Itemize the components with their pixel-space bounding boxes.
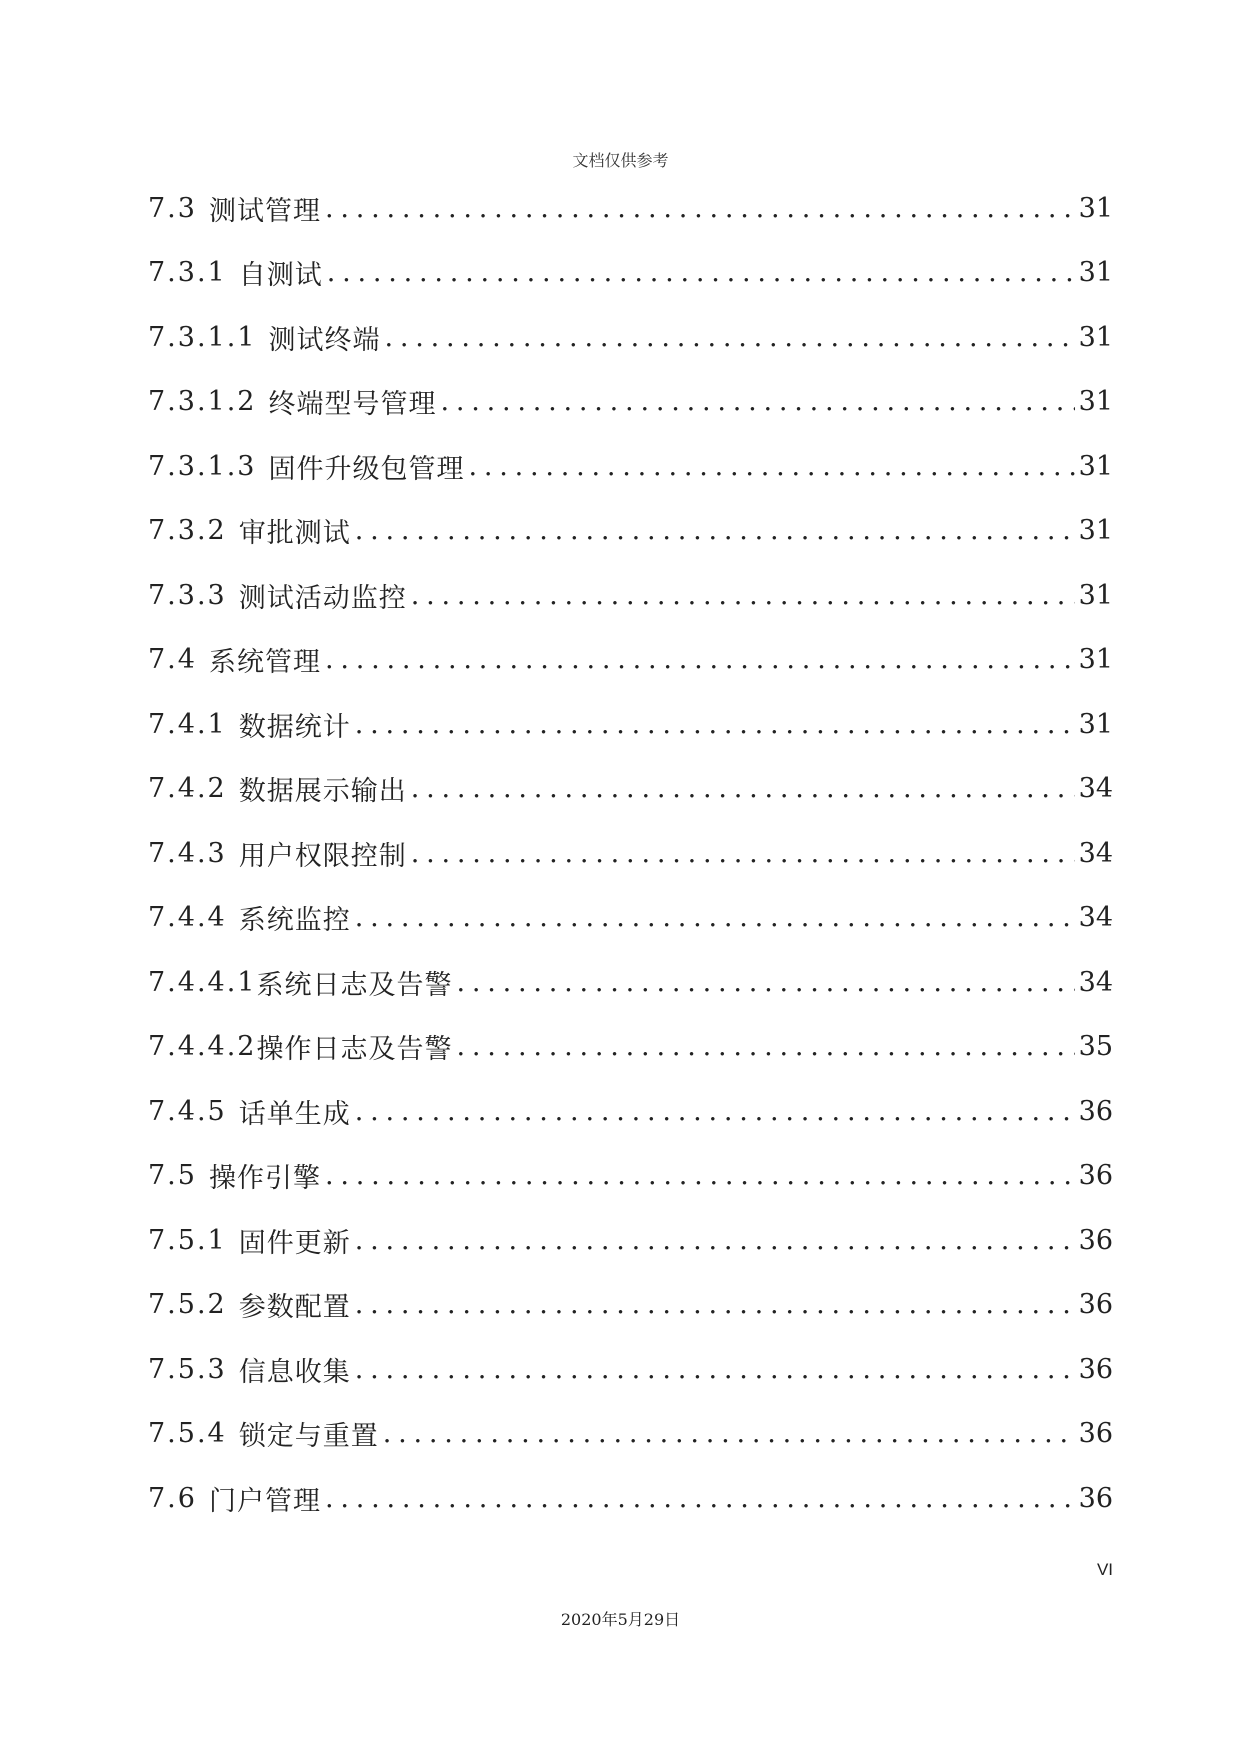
toc-leader-dots bbox=[440, 386, 1074, 417]
toc-leader-dots bbox=[325, 193, 1075, 224]
toc-leader-dots bbox=[355, 1354, 1075, 1385]
toc-entry-number: 7.3.1.2 bbox=[148, 386, 257, 418]
toc-entry-title: 数据展示输出 bbox=[238, 776, 407, 808]
toc-leader-dots bbox=[355, 1225, 1075, 1256]
toc-entry-page: 31 bbox=[1078, 644, 1113, 676]
toc-entry-number: 7.4.1 bbox=[148, 708, 227, 740]
toc-entry bbox=[148, 692, 1113, 757]
toc-entry-page: 31 bbox=[1078, 579, 1113, 611]
toc-leader-dots bbox=[325, 644, 1075, 675]
toc-entry-title: 操作引擎 bbox=[208, 1163, 321, 1195]
toc-leader-dots bbox=[355, 1096, 1075, 1127]
toc-leader-dots bbox=[384, 322, 1074, 353]
toc-entry-title: 固件升级包管理 bbox=[268, 453, 465, 485]
toc-leader-dots bbox=[355, 709, 1075, 740]
toc-entry bbox=[148, 1273, 1113, 1338]
toc-entry bbox=[148, 1402, 1113, 1467]
toc-entry-number: 7.6 bbox=[148, 1482, 197, 1514]
toc-entry bbox=[148, 1079, 1113, 1144]
document-header: 文档仅供参考 bbox=[572, 151, 669, 170]
toc-entry-title: 参数配置 bbox=[238, 1292, 351, 1324]
toc-entry-page: 36 bbox=[1078, 1224, 1113, 1256]
toc-entry bbox=[148, 886, 1113, 951]
toc-entry-title: 审批测试 bbox=[238, 518, 351, 550]
toc-entry-page: 31 bbox=[1078, 257, 1113, 289]
toc-entry-page: 36 bbox=[1078, 1353, 1113, 1385]
toc-entry-title: 门户管理 bbox=[208, 1485, 321, 1517]
toc-entry-number: 7.3.2 bbox=[148, 515, 227, 547]
toc-entry-page: 31 bbox=[1078, 708, 1113, 740]
toc-entry-title: 操作日志及告警 bbox=[256, 1034, 453, 1066]
toc-leader-dots bbox=[325, 1483, 1075, 1514]
toc-leader-dots bbox=[383, 1418, 1075, 1449]
toc-leader-dots bbox=[355, 515, 1075, 546]
toc-entry-page: 36 bbox=[1078, 1289, 1113, 1321]
toc-entry-number: 7.3.3 bbox=[148, 579, 227, 611]
toc-leader-dots bbox=[456, 967, 1074, 998]
toc-entry-title: 终端型号管理 bbox=[268, 389, 437, 421]
toc-entry bbox=[148, 757, 1113, 822]
toc-entry-title: 系统监控 bbox=[238, 905, 351, 937]
toc-entry bbox=[148, 1208, 1113, 1273]
toc-entry-number: 7.5.1 bbox=[148, 1224, 227, 1256]
toc-entry-page: 36 bbox=[1078, 1418, 1113, 1450]
toc-entry-title: 系统管理 bbox=[208, 647, 321, 679]
toc-entry-page: 34 bbox=[1078, 966, 1113, 998]
toc-entry bbox=[148, 1015, 1113, 1080]
toc-leader-dots bbox=[411, 773, 1075, 804]
toc-entry-number: 7.4.2 bbox=[148, 773, 227, 805]
toc-entry-page: 31 bbox=[1078, 192, 1113, 224]
toc-entry bbox=[148, 950, 1113, 1015]
toc-leader-dots bbox=[468, 451, 1074, 482]
toc-leader-dots bbox=[355, 902, 1075, 933]
page-number: VI bbox=[1096, 1560, 1113, 1579]
toc-entry bbox=[148, 1466, 1113, 1531]
toc-entry-number: 7.3.1.3 bbox=[148, 450, 257, 482]
toc-entry-title: 数据统计 bbox=[238, 711, 351, 743]
toc-entry-number: 7.4 bbox=[148, 644, 197, 676]
footer-date: 2020年5月29日 bbox=[560, 1610, 681, 1629]
toc-leader-dots bbox=[325, 1160, 1075, 1191]
toc-entry-number: 7.3.1.1 bbox=[148, 321, 257, 353]
toc-leader-dots bbox=[411, 580, 1075, 611]
toc-entry-number: 7.5 bbox=[148, 1160, 197, 1192]
toc-entry-title: 系统日志及告警 bbox=[256, 969, 453, 1001]
toc-entry-page: 36 bbox=[1078, 1095, 1113, 1127]
toc-entry-title: 测试管理 bbox=[208, 195, 321, 227]
toc-leader-dots bbox=[327, 257, 1075, 288]
toc-entry-page: 36 bbox=[1078, 1160, 1113, 1192]
toc-leader-dots bbox=[456, 1031, 1074, 1062]
toc-entry-title: 锁定与重置 bbox=[238, 1421, 379, 1453]
toc-entry-page: 36 bbox=[1078, 1482, 1113, 1514]
toc-entry-number: 7.4.4.1 bbox=[148, 966, 257, 998]
toc-entry bbox=[148, 176, 1113, 241]
toc-entry-page: 31 bbox=[1078, 515, 1113, 547]
toc-entry bbox=[148, 821, 1113, 886]
toc-entry bbox=[148, 1144, 1113, 1209]
toc-entry-number: 7.5.3 bbox=[148, 1353, 227, 1385]
toc-entry-title: 测试终端 bbox=[268, 324, 381, 356]
toc-entry-title: 用户权限控制 bbox=[238, 840, 407, 872]
toc-entry bbox=[148, 434, 1113, 499]
toc-entry-page: 34 bbox=[1078, 837, 1113, 869]
toc-entry-title: 测试活动监控 bbox=[238, 582, 407, 614]
toc-entry-page: 31 bbox=[1078, 450, 1113, 482]
toc-entry-number: 7.3.1 bbox=[148, 257, 227, 289]
toc-entry-number: 7.4.4.2 bbox=[148, 1031, 257, 1063]
toc-leader-dots bbox=[355, 1289, 1075, 1320]
toc-entry bbox=[148, 499, 1113, 564]
toc-entry-number: 7.5.4 bbox=[148, 1418, 227, 1450]
toc-entry-title: 信息收集 bbox=[238, 1356, 351, 1388]
toc-entry bbox=[148, 370, 1113, 435]
toc-entry-number: 7.5.2 bbox=[148, 1289, 227, 1321]
toc-entry bbox=[148, 628, 1113, 693]
toc-entry-page: 35 bbox=[1078, 1031, 1113, 1063]
toc-entry-number: 7.4.4 bbox=[148, 902, 227, 934]
toc-entry-number: 7.3 bbox=[148, 192, 197, 224]
toc-entry-page: 31 bbox=[1078, 386, 1113, 418]
toc-entry-page: 34 bbox=[1078, 773, 1113, 805]
toc-entry bbox=[148, 1337, 1113, 1402]
toc-leader-dots bbox=[411, 838, 1075, 869]
toc-entry-page: 34 bbox=[1078, 902, 1113, 934]
toc-entry-title: 话单生成 bbox=[238, 1098, 351, 1130]
toc-entry bbox=[148, 305, 1113, 370]
toc-entry-title: 自测试 bbox=[238, 260, 323, 292]
toc-entry-number: 7.4.5 bbox=[148, 1095, 227, 1127]
toc-entry bbox=[148, 241, 1113, 306]
toc-entry-title: 固件更新 bbox=[238, 1227, 351, 1259]
table-of-contents bbox=[148, 176, 1113, 1531]
toc-entry bbox=[148, 563, 1113, 628]
toc-entry-number: 7.4.3 bbox=[148, 837, 227, 869]
toc-entry-page: 31 bbox=[1078, 321, 1113, 353]
